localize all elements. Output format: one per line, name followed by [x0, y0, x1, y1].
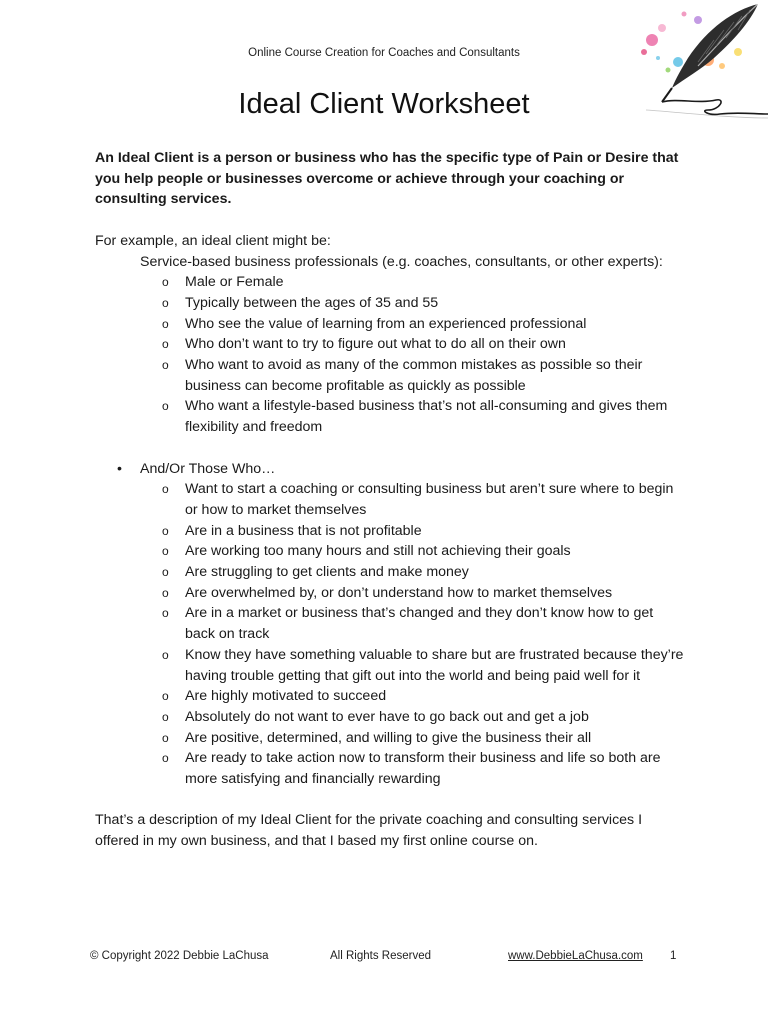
circle-bullet-icon: o: [162, 399, 169, 414]
list-item: o Are working too many hours and still not achieving their goals: [95, 541, 685, 562]
circle-bullet-icon: o: [162, 337, 169, 352]
header-subtitle: Online Course Creation for Coaches and Consultants: [248, 47, 520, 59]
list-item: o Are overwhelmed by, or don’t understand how to market themselves: [95, 583, 685, 604]
group1-label: Service-based business professionals (e.g. coaches, consultants, or other experts):: [140, 253, 663, 270]
group2-label: • And/Or Those Who…: [95, 459, 685, 480]
circle-bullet-icon: o: [162, 523, 169, 538]
circle-bullet-icon: o: [162, 565, 169, 580]
group2-list: [95, 479, 685, 790]
list-item: o Are struggling to get clients and make money: [95, 562, 685, 583]
list-item: o Who want a lifestyle-based business that’s not all-consuming and gives them flexibility and freedom: [162, 398, 668, 436]
list-item: o Are ready to take action now to transform their business and life so both are more satisfying and financially rewarding: [162, 750, 661, 788]
list-item: o Know they have something valuable to share but are frustrated because they’re having trouble getting that gift out into the world and being paid well for it: [162, 646, 684, 684]
worksheet-body: [95, 148, 685, 852]
website-link[interactable]: www.DebbieLaChusa.com: [508, 950, 643, 962]
circle-bullet-icon: o: [162, 751, 169, 766]
circle-bullet-icon: o: [162, 295, 169, 310]
list-item: o Are highly motivated to succeed: [95, 686, 685, 707]
circle-bullet-icon: o: [162, 482, 169, 497]
circle-bullet-icon: o: [162, 730, 169, 745]
circle-bullet-icon: o: [162, 585, 169, 600]
circle-bullet-icon: o: [162, 647, 169, 662]
circle-bullet-icon: o: [162, 544, 169, 559]
circle-bullet-icon: o: [162, 689, 169, 704]
list-item: o Are in a market or business that’s changed and they don’t know how to get back on track: [162, 605, 654, 643]
list-item: o Who want to avoid as many of the common mistakes as possible so their business can become profitable as quickly as possible: [162, 357, 643, 394]
group1-list: [95, 272, 685, 438]
example-intro: For example, an ideal client might be:: [95, 232, 331, 249]
list-item: o Absolutely do not want to ever have to go back out and get a job: [95, 707, 685, 728]
circle-bullet-icon: o: [162, 275, 169, 290]
intro-definition: An Ideal Client is a person or business who has the specific type of Pain or Desire that you help people or businesses overcome or achieve through your coaching or consulting services.: [95, 150, 679, 208]
list-item: o Male or Female: [95, 272, 685, 293]
circle-bullet-icon: o: [162, 358, 169, 373]
footer-copyright: © Copyright 2022 Debbie LaChusa: [90, 950, 269, 962]
bullet-icon: •: [117, 460, 122, 477]
list-item: o Want to start a coaching or consulting business but aren’t sure where to begin or how to market themselves: [162, 481, 674, 518]
closing-paragraph: That’s a description of my Ideal Client for the private coaching and consulting services I offered in my own business, and that I based my first online course on.: [95, 812, 643, 850]
footer-rights: All Rights Reserved: [330, 950, 431, 962]
page-title: Ideal Client Worksheet: [238, 88, 530, 120]
list-item: o Typically between the ages of 35 and 55: [95, 293, 685, 314]
list-item: o Who don’t want to try to figure out what to do all on their own: [95, 334, 685, 355]
page-number: 1: [670, 950, 677, 962]
list-item: o Who see the value of learning from an experienced professional: [95, 314, 685, 335]
list-item: o Are positive, determined, and willing to give the business their all: [95, 728, 685, 749]
circle-bullet-icon: o: [162, 709, 169, 724]
circle-bullet-icon: o: [162, 316, 169, 331]
list-item: o Are in a business that is not profitable: [95, 521, 685, 542]
circle-bullet-icon: o: [162, 606, 169, 621]
